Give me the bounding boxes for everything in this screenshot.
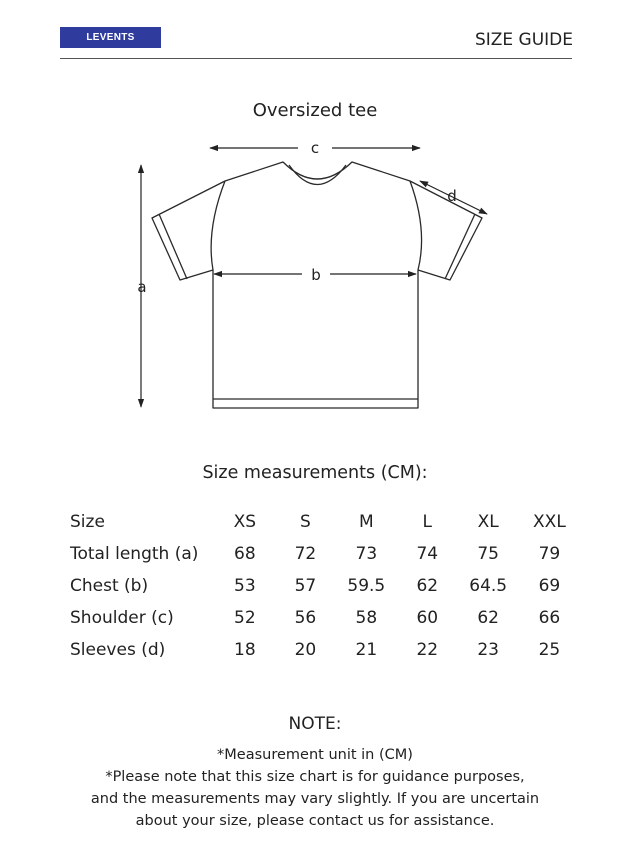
- note-line: about your size, please contact us for assistance.: [135, 813, 495, 829]
- table-cell: 25: [538, 640, 561, 660]
- header-size-s: S: [300, 512, 311, 532]
- table-cell: 22: [416, 640, 439, 660]
- table-cell: 23: [477, 640, 499, 660]
- table-row: [60, 570, 580, 602]
- header-size-l: L: [422, 512, 432, 532]
- table-row: [60, 634, 580, 666]
- header-size-label: Size: [70, 512, 105, 532]
- table-cell: 59.5: [347, 576, 386, 596]
- table-cell: 62: [416, 576, 439, 596]
- label-a: a: [137, 278, 147, 296]
- table-cell: 56: [294, 608, 317, 628]
- note-line: *Measurement unit in (CM): [217, 747, 413, 763]
- table-cell: 18: [234, 640, 256, 660]
- header-size-xl: XL: [477, 512, 499, 532]
- table-cell: 62: [477, 608, 499, 628]
- size-table: [60, 506, 580, 666]
- table-cell: 69: [538, 576, 561, 596]
- tshirt-outline: [152, 162, 482, 408]
- table-cell: 73: [355, 544, 378, 564]
- product-title: Oversized tee: [252, 100, 378, 121]
- row-label: Sleeves (d): [70, 640, 166, 660]
- note-text: [0, 744, 630, 832]
- label-d: d: [447, 187, 457, 205]
- table-cell: 72: [294, 544, 317, 564]
- label-b: b: [311, 266, 321, 284]
- table-cell: 60: [416, 608, 439, 628]
- page-title: SIZE GUIDE: [474, 30, 573, 50]
- row-label: Total length (a): [70, 544, 199, 564]
- table-cell: 20: [294, 640, 317, 660]
- table-cell: 64.5: [469, 576, 508, 596]
- table-cell: 53: [234, 576, 256, 596]
- table-row: [60, 602, 580, 634]
- note-line: *Please note that this size chart is for guidance purposes,: [105, 769, 525, 785]
- table-cell: 66: [538, 608, 561, 628]
- table-header-row: [60, 506, 580, 538]
- header-size-xxl: XXL: [533, 512, 566, 532]
- label-c: c: [310, 139, 320, 157]
- note-line: and the measurements may vary slightly. If you are uncertain: [90, 791, 540, 807]
- table-title: Size measurements (CM):: [202, 463, 428, 483]
- row-label: Shoulder (c): [70, 608, 174, 628]
- brand-logo-text: LEVENTS: [86, 32, 135, 43]
- row-label: Chest (b): [70, 576, 149, 596]
- table-cell: 21: [355, 640, 378, 660]
- header-size-xs: XS: [233, 512, 257, 532]
- table-row: [60, 538, 580, 570]
- table-cell: 68: [234, 544, 256, 564]
- table-cell: 52: [234, 608, 256, 628]
- table-cell: 74: [416, 544, 439, 564]
- table-cell: 79: [538, 544, 561, 564]
- table-cell: 58: [355, 608, 378, 628]
- table-cell: 57: [294, 576, 317, 596]
- table-cell: 75: [477, 544, 499, 564]
- header-size-m: M: [358, 512, 374, 532]
- note-title: NOTE:: [288, 714, 342, 734]
